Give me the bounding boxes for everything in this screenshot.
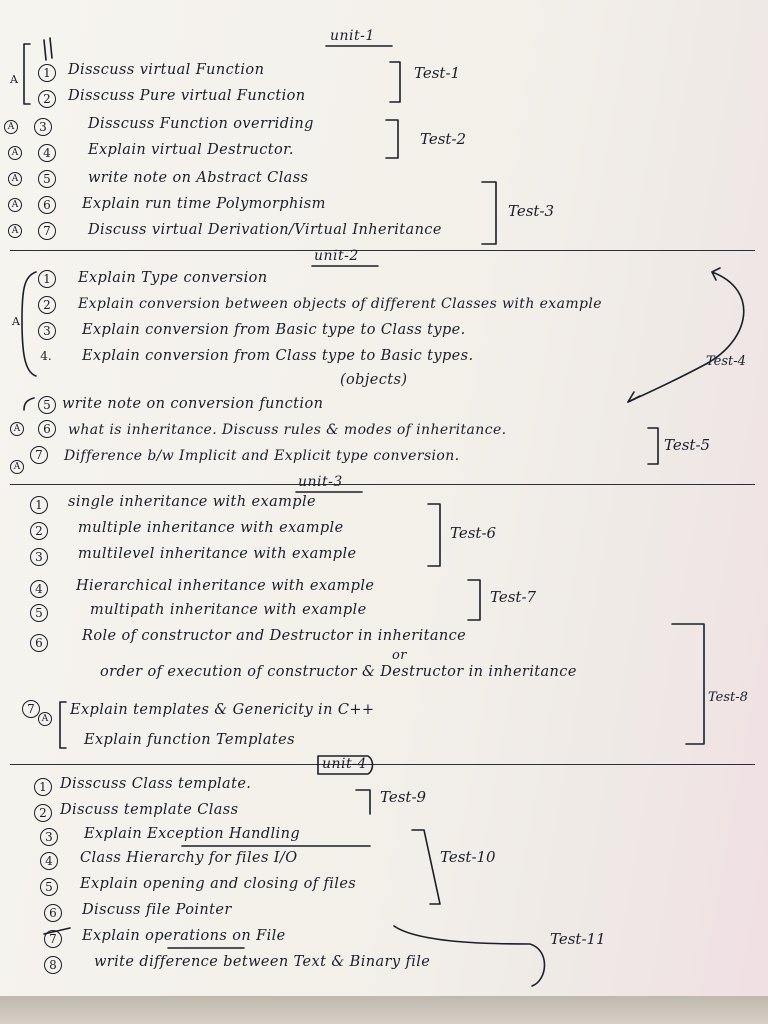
left-bracket [60,702,66,748]
item-number: 2 [34,804,52,822]
item-number: 7 [44,930,62,948]
right-bracket [468,580,480,620]
item-number: 3 [40,828,58,846]
a-mark: A [8,172,22,186]
a-mark: A [12,315,20,328]
right-bracket [412,830,440,904]
question-text: Explain Exception Handling [84,826,301,842]
item-number: 3 [34,118,52,136]
item-number: 3 [30,548,48,566]
item-number: 6 [38,196,56,214]
question-text: Explain function Templates [84,732,295,748]
right-bracket [386,120,398,158]
item-number: 5 [38,396,56,414]
question-text: multipath inheritance with example [90,602,367,618]
a-mark: A [38,712,52,726]
question-text: Disscuss Function overriding [88,116,314,132]
question-text: Explain run time Polymorphism [82,196,326,212]
test-label: Test-3 [508,202,555,220]
question-text: Discuss virtual Derivation/Virtual Inheritance [88,222,442,238]
question-text: Discuss template Class [60,802,239,818]
question-text: write difference between Text & Binary file [94,954,431,970]
right-bracket [390,62,400,102]
question-text: Explain Type conversion [78,270,268,286]
left-bracket [22,272,36,376]
item-number: 6 [38,420,56,438]
test-label: Test-1 [414,64,461,82]
question-text: Class Hierarchy for files I/O [80,850,298,866]
item-number: 8 [44,956,62,974]
question-text: Explain templates & Genericity in C++ [70,702,375,718]
question-text: Explain conversion from Class type to Basic types. [82,348,474,364]
item-number: 7 [30,446,48,464]
title-box [318,756,373,774]
a-mark: A [8,224,22,238]
test-label: Test-4 [706,354,746,369]
item-number: 1 [38,64,56,82]
item-number: 6 [30,634,48,652]
test-label: Test-6 [450,524,497,542]
question-text: Discuss file Pointer [82,902,232,918]
item-number: 3 [38,322,56,340]
item-number: 1 [30,496,48,514]
item-number: 2 [38,90,56,108]
item-number: 2 [38,296,56,314]
a-mark: A [8,146,22,160]
test-label: Test-5 [664,436,711,454]
a-mark: A [10,73,18,86]
item-number: 4. [40,349,52,363]
right-bracket [648,428,658,464]
item-number: 1 [34,778,52,796]
unit-4-title: unit-4 [322,756,367,772]
left-bracket [24,398,34,410]
curved-arrow [628,272,744,402]
question-text: Disscuss Class template. [60,776,252,792]
left-bracket [24,44,30,104]
question-text: write note on conversion function [62,396,324,412]
a-mark: A [10,460,24,474]
question-text: or [392,648,407,663]
question-text: multilevel inheritance with example [78,546,357,562]
test-label: Test-11 [550,930,606,948]
test-label: Test-2 [420,130,467,148]
question-text: Disscuss Pure virtual Function [68,88,306,104]
question-text: Difference b/w Implicit and Explicit type conversion. [64,448,460,464]
question-text: Explain conversion between objects of different Classes with example [78,296,602,312]
right-bracket [356,790,370,814]
question-text: what is inheritance. Discuss rules & modes of inheritance. [68,422,507,438]
question-text: Explain opening and closing of files [80,876,357,892]
question-text: Role of constructor and Destructor in inheritance [82,628,467,644]
scribble-mark [44,38,52,60]
question-text: Disscuss virtual Function [68,62,265,78]
test-label: Test-9 [380,788,427,806]
item-number: 4 [38,144,56,162]
a-mark: A [10,422,24,436]
a-mark: A [4,120,18,134]
a-mark: A [8,198,22,212]
question-text: single inheritance with example [68,494,316,510]
arrow-head [628,392,640,402]
curved-bracket [394,926,545,986]
test-label: Test-10 [440,848,496,866]
question-text: write note on Abstract Class [88,170,309,186]
question-text: Explain operations on File [82,928,286,944]
strike-mark [44,928,70,934]
test-label: Test-7 [490,588,537,606]
question-text: multiple inheritance with example [78,520,344,536]
item-number: 4 [40,852,58,870]
question-text: (objects) [340,372,408,388]
item-number: 5 [40,878,58,896]
item-number: 6 [44,904,62,922]
item-number: 1 [38,270,56,288]
item-number: 5 [38,170,56,188]
item-number: 7 [38,222,56,240]
question-text: Explain virtual Destructor. [88,142,294,158]
right-bracket [672,624,704,744]
item-number: 2 [30,522,48,540]
right-bracket [482,182,496,244]
item-number: 7 [22,700,40,718]
question-text: order of execution of constructor & Destructor in inheritance [100,664,577,680]
test-label: Test-8 [708,690,748,705]
unit-3-title: unit-3 [298,474,343,490]
question-text: Hierarchical inheritance with example [76,578,375,594]
item-number: 5 [30,604,48,622]
right-bracket [428,504,440,566]
item-number: 4 [30,580,48,598]
question-text: Explain conversion from Basic type to Class type. [82,322,466,338]
unit-2-title: unit-2 [314,248,359,264]
unit-1-title: unit-1 [330,28,375,44]
